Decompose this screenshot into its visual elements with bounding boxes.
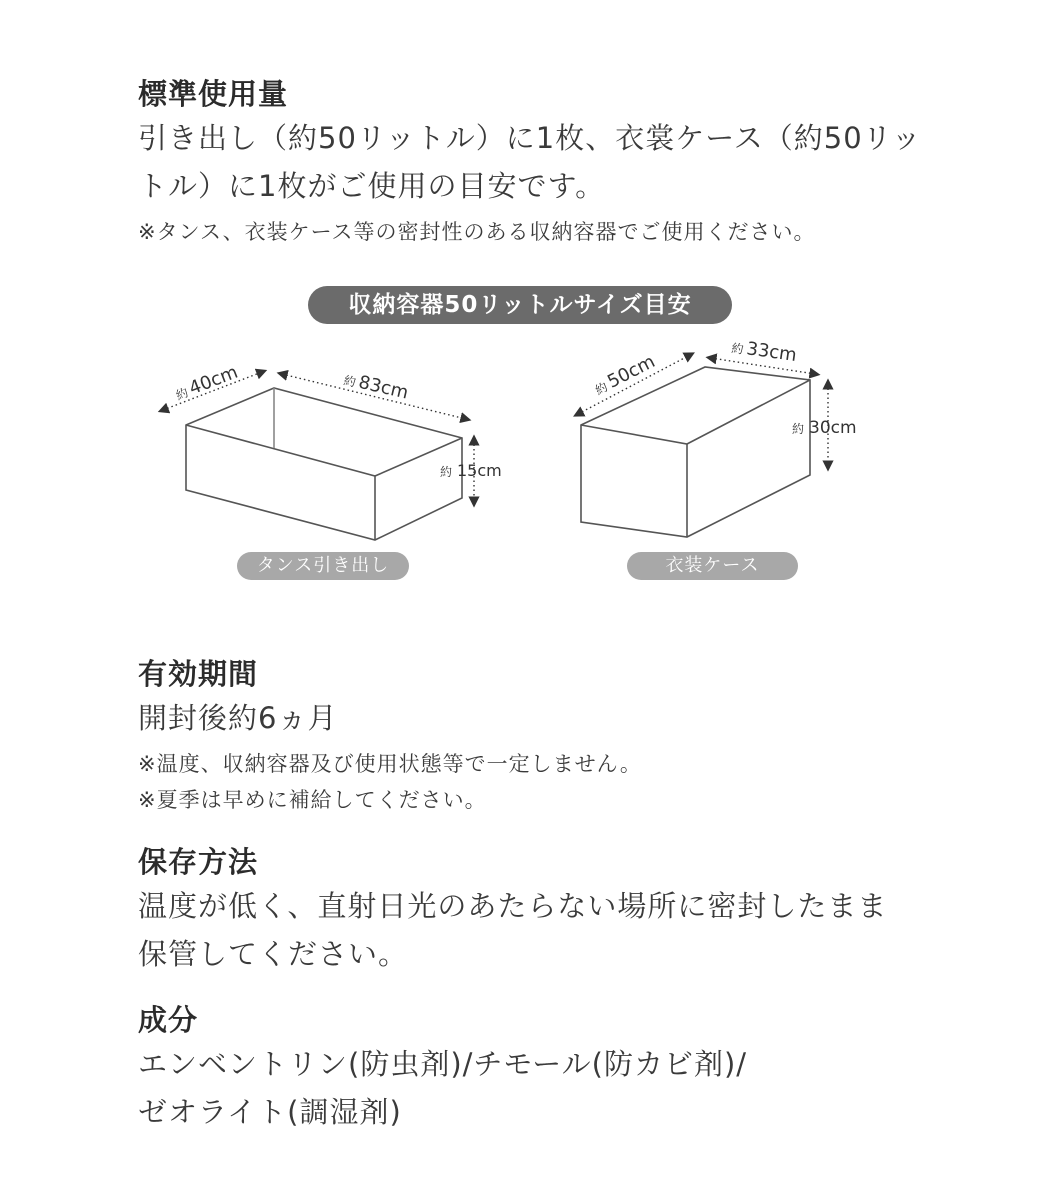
drawer-height-prefix: 約: [440, 465, 453, 479]
drawer-box-drawing: [186, 388, 462, 540]
expiry-heading: 有効期間: [138, 657, 259, 691]
expiry-note-2: ※夏季は早めに補給してください。: [138, 788, 487, 812]
drawer-dim-height-label: [440, 461, 502, 480]
storage-text-line2: 保管してください。: [138, 937, 409, 971]
case-height-value: 30cm: [809, 418, 857, 438]
expiry-note-1: ※温度、収納容器及び使用状態等で一定しません。: [138, 752, 642, 776]
usage-heading: 標準使用量: [138, 77, 289, 111]
diagram-title-pill: 収納容器50リットルサイズ目安: [308, 286, 732, 324]
ingredients-text-line1: エンベントリン(防虫剤)/チモール(防カビ剤)/: [138, 1047, 748, 1081]
drawer-dim-width-label: [342, 368, 410, 403]
drawer-width-prefix: 約: [342, 373, 358, 390]
usage-note: ※タンス、衣装ケース等の密封性のある収納容器でご使用ください。: [138, 220, 816, 244]
case-depth-value: 33cm: [745, 338, 798, 367]
case-height-prefix: 約: [792, 422, 805, 436]
case-dim-height-label: [792, 418, 857, 438]
drawer-dim-depth-label: [172, 362, 241, 405]
ingredients-heading: 成分: [138, 1003, 199, 1037]
usage-text-line2: トル）に1枚がご使用の目安です。: [138, 169, 606, 203]
drawer-width-value: 83cm: [356, 371, 411, 404]
ingredients-text-line2: ゼオライト(調湿剤): [138, 1095, 402, 1129]
case-width-prefix: 約: [593, 379, 611, 398]
storage-text-line1: 温度が低く、直射日光のあたらない場所に密封したまま: [138, 889, 888, 923]
drawer-depth-value: 40cm: [186, 361, 241, 400]
usage-text-line1: 引き出し（約50リットル）に1枚、衣裳ケース（約50リッ: [138, 121, 922, 155]
case-dim-width-label: [591, 351, 659, 399]
case-box-drawing: [581, 367, 810, 537]
storage-heading: 保存方法: [138, 845, 259, 879]
drawer-label-pill: タンス引き出し: [237, 552, 409, 580]
expiry-text: 開封後約6ヵ月: [138, 701, 338, 735]
case-width-value: 50cm: [604, 351, 659, 393]
drawer-depth-prefix: 約: [174, 385, 191, 403]
case-depth-prefix: 約: [730, 341, 745, 357]
case-dim-depth-label: [730, 336, 798, 366]
drawer-height-value: 15cm: [457, 461, 502, 480]
case-label-pill: 衣装ケース: [627, 552, 798, 580]
